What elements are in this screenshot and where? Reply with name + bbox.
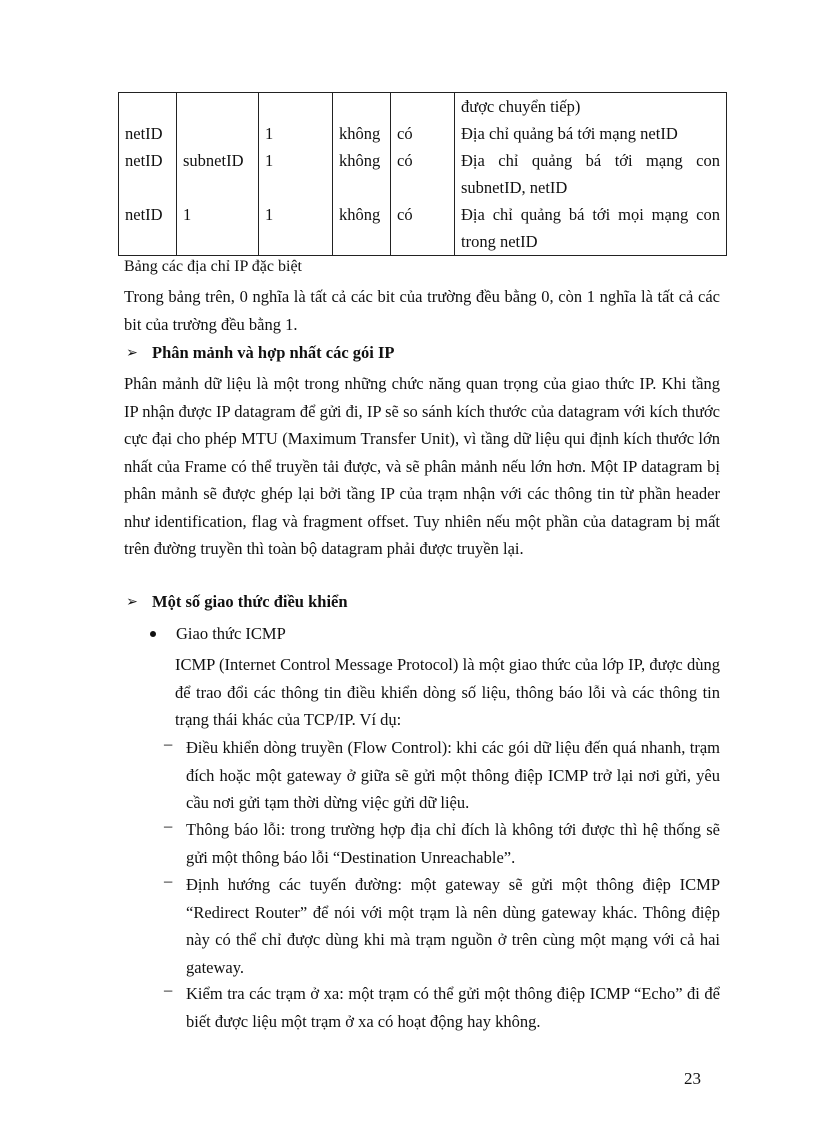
table-cell: 1	[259, 120, 333, 147]
table-cell	[333, 93, 391, 121]
table-caption: Bảng các địa chỉ IP đặc biệt	[124, 258, 302, 275]
bullet-item-icmp	[150, 624, 286, 644]
table-cell: 1	[177, 201, 259, 256]
icmp-paragraph: ICMP (Internet Control Message Protocol) là một giao thức của lớp IP, được dùng để trao đổi các thông tin điều khiển dòng số liệu, thông báo lỗi và các thông tin trạng thái khác của TCP/IP. Ví dụ:	[175, 655, 720, 729]
list-item	[164, 734, 720, 817]
page-number: 23	[684, 1069, 701, 1088]
table-row	[119, 93, 727, 121]
table-cell: 1	[259, 201, 333, 256]
table-cell: netID	[119, 147, 177, 201]
table-cell: được chuyển tiếp)	[455, 93, 727, 121]
table-cell: có	[391, 147, 455, 201]
dash-bullet-icon: –	[164, 816, 173, 835]
arrow-bullet-icon: ➢	[126, 345, 138, 361]
arrow-bullet-icon: ➢	[126, 594, 138, 610]
list-item-text: Thông báo lỗi: trong trường hợp địa chỉ đích là không tới được thì hệ thống sẽ gửi một thông báo lỗi “Destination Unreachable”.	[186, 820, 720, 867]
table-cell: 1	[259, 147, 333, 201]
table-cell: Địa chỉ quảng bá tới mạng netID	[455, 120, 727, 147]
dash-bullet-icon: –	[164, 734, 173, 753]
list-item	[164, 816, 720, 871]
section-heading-control-protocols	[124, 592, 348, 612]
table-cell: subnetID	[177, 147, 259, 201]
table-cell: Địa chỉ quảng bá tới mạng con subnetID, netID	[455, 147, 727, 201]
table-cell	[391, 93, 455, 121]
table-cell	[119, 93, 177, 121]
table-cell: có	[391, 201, 455, 256]
dash-bullet-icon: –	[164, 980, 173, 999]
section-heading-fragmentation	[124, 343, 394, 363]
special-ip-address-table	[118, 92, 727, 256]
table-cell: không	[333, 147, 391, 201]
section-heading-text: Một số giao thức điều khiển	[152, 592, 348, 611]
table-row	[119, 147, 727, 201]
dash-bullet-icon: –	[164, 871, 173, 890]
list-item-text: Điều khiển dòng truyền (Flow Control): khi các gói dữ liệu đến quá nhanh, trạm đích hoặc một gateway ở giữa sẽ gửi một thông điệp ICMP trở lại nơi gửi, yêu cầu nơi gửi tạm thời dừng việc gửi dữ liệu.	[186, 738, 720, 812]
bullet-text: Giao thức ICMP	[176, 624, 286, 643]
fragmentation-paragraph: Phân mảnh dữ liệu là một trong những chức năng quan trọng của giao thức IP. Khi tầng IP nhận được IP datagram để gửi đi, IP sẽ so sánh kích thước của datagram với kích thước cực đại cho phép MTU (Maximum Transfer Unit), vì tầng dữ liệu qui định kích thước lớn nhất của Frame có thể truyền tải được, và sẽ phân mảnh nếu lớn hơn. Một IP datagram bị phân mảnh sẽ được ghép lại bởi tầng IP của trạm nhận với các thông tin từ phần header như identification, flag và fragment offset. Tuy nhiên nếu một phần của datagram bị mất trên đường truyền thì toàn bộ datagram phải được truyền lại.	[124, 374, 720, 558]
table-cell: netID	[119, 201, 177, 256]
table-cell: không	[333, 201, 391, 256]
table-cell	[259, 93, 333, 121]
list-item-text: Kiểm tra các trạm ở xa: một trạm có thể gửi một thông điệp ICMP “Echo” đi để biết được liệu một trạm ở xa có hoạt động hay không.	[186, 984, 720, 1031]
table-row	[119, 120, 727, 147]
intro-paragraph: Trong bảng trên, 0 nghĩa là tất cả các bit của trường đều bằng 0, còn 1 nghĩa là tất cả các bit của trường đều bằng 1.	[124, 287, 720, 334]
table-cell	[177, 120, 259, 147]
bullet-dot-icon	[150, 631, 156, 637]
table-cell	[177, 93, 259, 121]
list-item	[164, 980, 720, 1035]
list-item-text: Định hướng các tuyến đường: một gateway sẽ gửi một thông điệp ICMP “Redirect Router” để nói với một trạm là nên dùng gateway khác. Thông điệp này có thể chỉ được dùng khi mà trạm nguồn ở trên cùng một mạng với cả hai gateway.	[186, 875, 720, 977]
table-cell: Địa chỉ quảng bá tới mọi mạng con trong netID	[455, 201, 727, 256]
table-cell: không	[333, 120, 391, 147]
list-item	[164, 871, 720, 981]
table-cell: netID	[119, 120, 177, 147]
section-heading-text: Phân mảnh và hợp nhất các gói IP	[152, 343, 395, 362]
table-row	[119, 201, 727, 256]
table-cell: có	[391, 120, 455, 147]
